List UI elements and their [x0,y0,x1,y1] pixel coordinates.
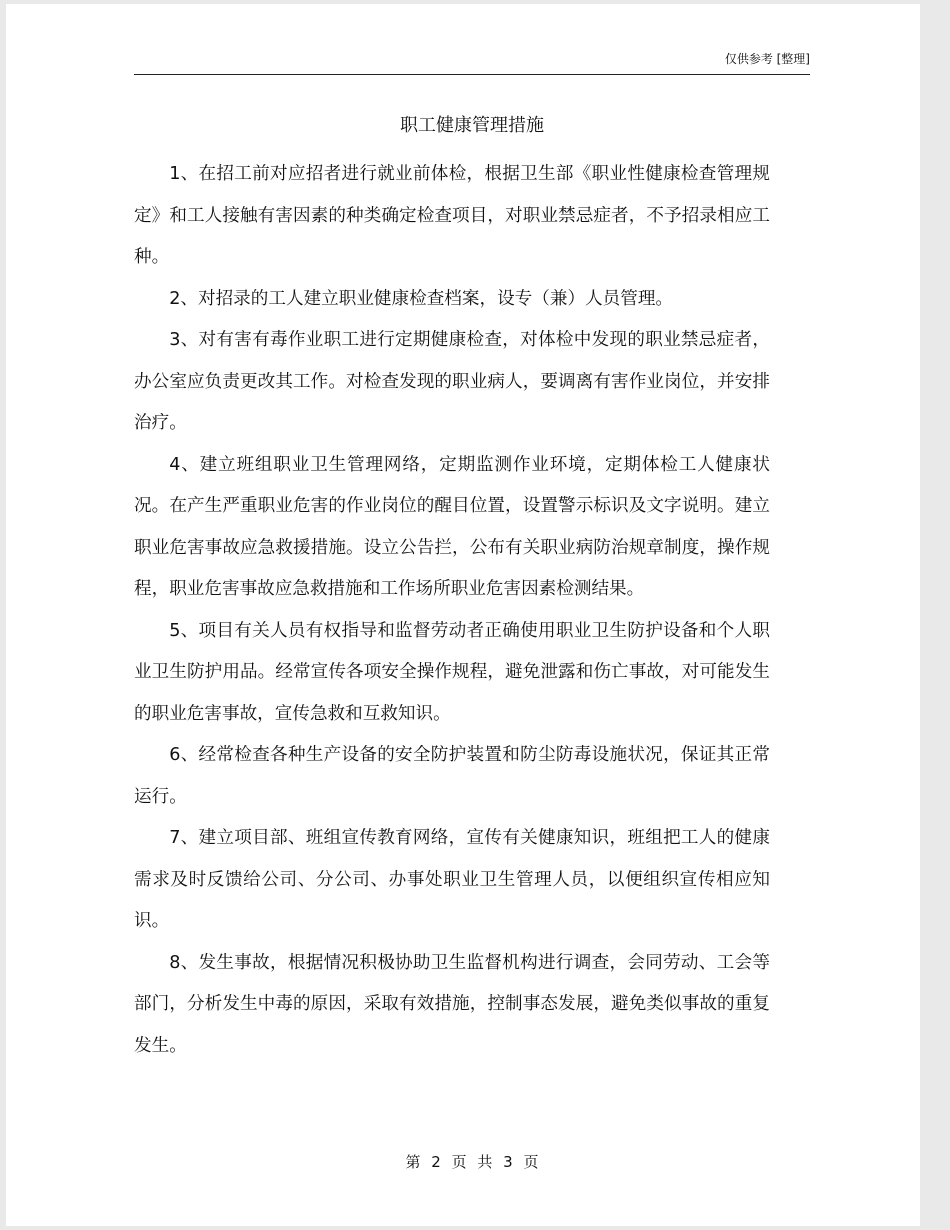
paragraph-1: 1、在招工前对应招者进行就业前体检，根据卫生部《职业性健康检查管理规定》和工人接触有害因素的种类确定检查项目，对职业禁忌症者，不予招录相应工种。 [134,164,770,267]
paragraph-8: 8、发生事故，根据情况积极协助卫生监督机构进行调查，会同劳动、工会等部门，分析发生中毒的原因，采取有效措施，控制事态发展，避免类似事故的重复发生。 [134,952,770,1056]
paragraph-6: 6、经常检查各种生产设备的安全防护装置和防尘防毒设施状况，保证其正常运行。 [134,745,770,807]
document-body [134,154,770,1067]
paragraph-4: 4、建立班组职业卫生管理网络，定期监测作业环境，定期体检工人健康状况。在产生严重职业危害的作业岗位的醒目位置，设置警示标识及文字说明。建立职业危害事故应急救援措施。设立公告拦，公布有关职业病防治规章制度，操作规程，职业危害事故应急救措施和工作场所职业危害因素检测结果。 [134,454,770,599]
page-header: 仅供参考 [整理] [724,52,810,66]
paragraph-3: 3、对有害有毒作业职工进行定期健康检查，对体检中发现的职业禁忌症者，办公室应负责更改其工作。对检查发现的职业病人，要调离有害作业岗位，并安排治疗。 [134,330,770,433]
page-number: 第 2 页 共 3 页 [405,1153,539,1171]
header-divider [134,74,810,75]
paragraph-2: 2、对招录的工人建立职业健康检查档案，设专（兼）人员管理。 [169,288,674,309]
paragraph-7: 7、建立项目部、班组宣传教育网络，宣传有关健康知识，班组把工人的健康需求及时反馈给公司、分公司、办事处职业卫生管理人员，以便组织宣传相应知识。 [134,828,770,931]
paragraph-5: 5、项目有关人员有权指导和监督劳动者正确使用职业卫生防护设备和个人职业卫生防护用品。经常宣传各项安全操作规程，避免泄露和伤亡事故，对可能发生的职业危害事故，宣传急救和互救知识。 [134,620,770,724]
document-title: 职工健康管理措施 [400,115,544,136]
